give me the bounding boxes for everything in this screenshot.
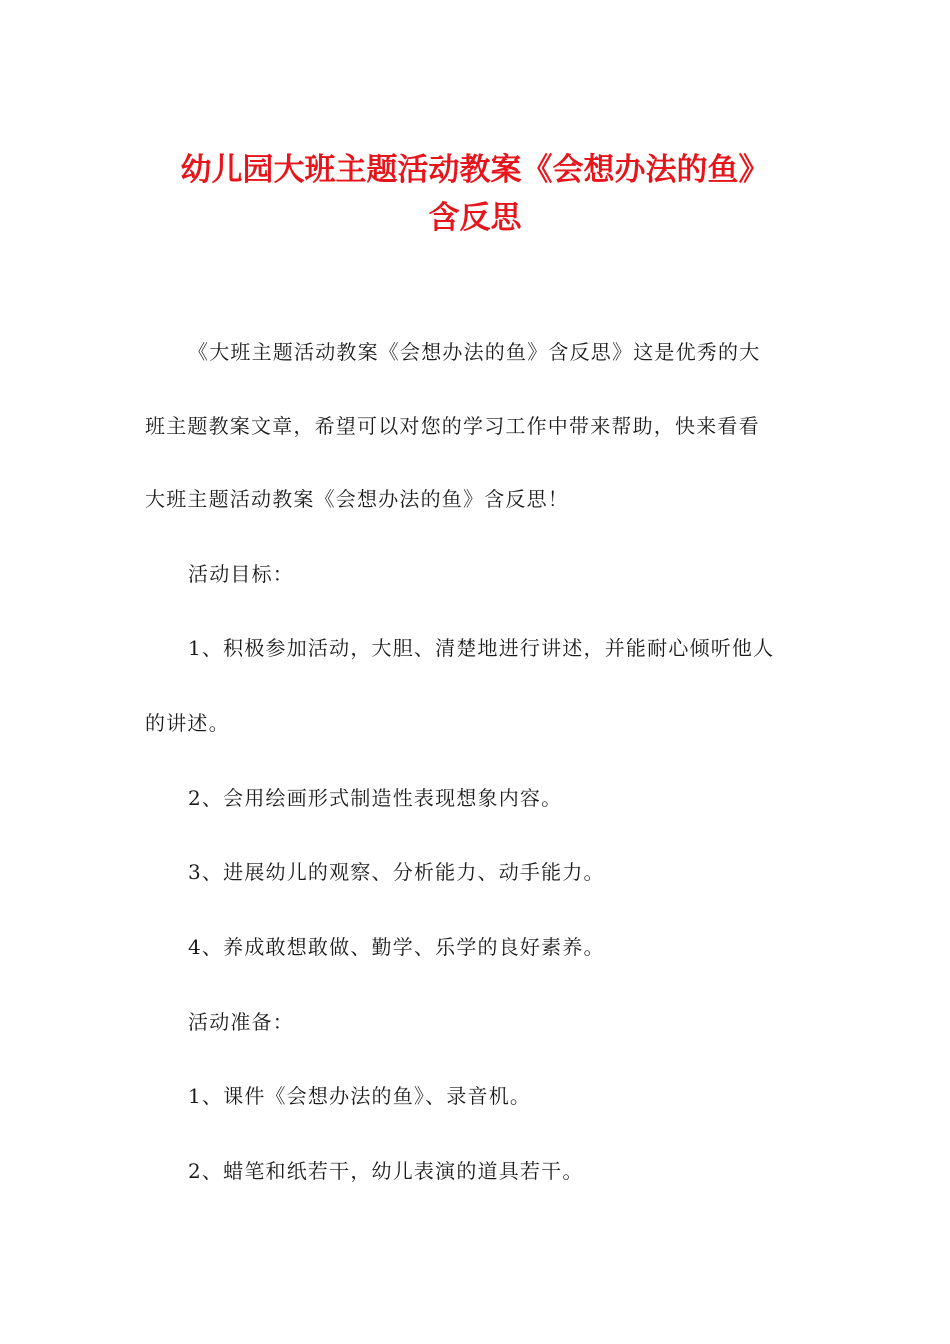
goal-1-line-2: 的讲述。 [145, 711, 230, 735]
prep-1: 1、课件《会想办法的鱼》、录音机。 [188, 1084, 532, 1108]
document-title-line2: 含反思 [428, 200, 522, 236]
intro-line-1: 《大班主题活动教案《会想办法的鱼》含反思》这是优秀的大 [188, 340, 761, 364]
prep-2: 2、蜡笔和纸若干，幼儿表演的道具若干。 [188, 1159, 584, 1183]
goal-1-line-1: 1、积极参加活动，大胆、清楚地进行讲述，并能耐心倾听他人 [188, 636, 775, 660]
intro-line-3: 大班主题活动教案《会想办法的鱼》含反思！ [145, 487, 569, 511]
goal-2: 2、会用绘画形式制造性表现想象内容。 [188, 786, 563, 810]
prep-heading: 活动准备： [188, 1010, 294, 1034]
document-title-line1: 幼儿园大班主题活动教案《会想办法的鱼》 [180, 152, 770, 188]
goal-4: 4、养成敢想敢做、勤学、乐学的良好素养。 [188, 935, 605, 959]
goals-heading: 活动目标： [188, 562, 294, 586]
goal-3: 3、进展幼儿的观察、分析能力、动手能力。 [188, 860, 605, 884]
intro-line-2: 班主题教案文章，希望可以对您的学习工作中带来帮助，快来看看 [145, 414, 760, 438]
